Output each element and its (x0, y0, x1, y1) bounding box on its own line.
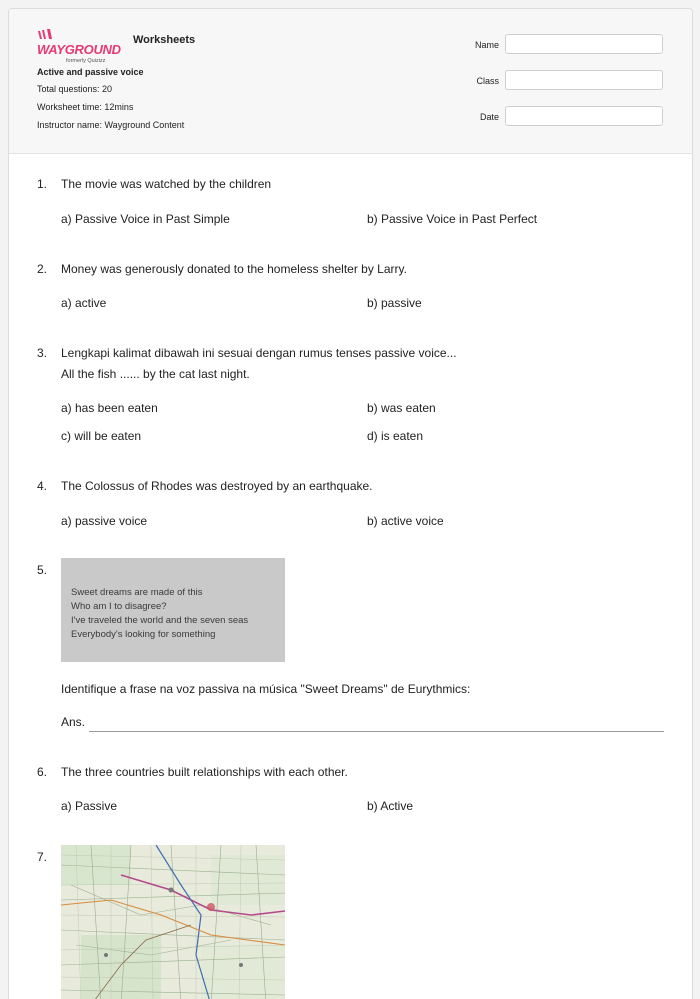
lyrics-image (61, 558, 285, 662)
lyrics-line: Who am I to disagree? (71, 601, 167, 612)
lyrics-line: I've traveled the world and the seven seas (71, 615, 249, 626)
question-number: 5. (37, 563, 48, 577)
class-field[interactable] (505, 70, 663, 90)
question-text-line-2: All the fish ...... by the cat last night. (61, 367, 250, 381)
option-a: a) passive voice (61, 514, 148, 528)
date-field[interactable] (505, 106, 663, 126)
logo-mark-icon (37, 29, 53, 43)
option-a: a) has been eaten (61, 401, 158, 415)
option-b: b) was eaten (367, 401, 436, 415)
instructor-name: Instructor name: Wayground Content (37, 120, 185, 130)
date-label: Date (479, 112, 499, 122)
question-number: 3. (37, 346, 48, 360)
name-field[interactable] (505, 34, 663, 54)
app-title: Worksheets (133, 34, 196, 46)
option-b: b) passive (367, 296, 422, 310)
worksheet-time: Worksheet time: 12mins (37, 102, 134, 112)
option-a: a) active (61, 296, 107, 310)
logo-subtext: formerly Quizizz (66, 58, 106, 64)
lyrics-line: Sweet dreams are made of this (71, 587, 203, 598)
answer-label: Ans. (61, 715, 86, 729)
question-number: 1. (37, 177, 48, 191)
question-text: The three countries built relationships with each other. (61, 765, 348, 779)
total-questions: Total questions: 20 (37, 84, 113, 94)
question-text: Money was generously donated to the homeless shelter by Larry. (61, 262, 407, 276)
option-a: a) Passive (61, 799, 118, 813)
question-text: Identifique a frase na voz passiva na música "Sweet Dreams" de Eurythmics: (61, 682, 471, 696)
logo-text: WAYGROUND (37, 42, 121, 57)
name-label: Name (474, 40, 499, 50)
option-b: b) Active (367, 799, 414, 813)
worksheet-header (9, 9, 692, 154)
question-number: 6. (37, 765, 48, 779)
class-label: Class (476, 76, 499, 86)
map-image (61, 845, 285, 999)
option-b: b) Passive Voice in Past Perfect (367, 212, 538, 226)
question-number: 7. (37, 850, 48, 864)
answer-line[interactable] (89, 731, 664, 732)
worksheet (8, 8, 693, 999)
option-c: c) will be eaten (61, 429, 142, 443)
question-number: 4. (37, 479, 48, 493)
question-number: 2. (37, 262, 48, 276)
wayground-logo (37, 29, 129, 65)
option-d: d) is eaten (367, 429, 424, 443)
option-b: b) active voice (367, 514, 444, 528)
question-text: The Colossus of Rhodes was destroyed by an earthquake. (61, 479, 373, 493)
question-text: The movie was watched by the children (61, 177, 272, 191)
question-text: Lengkapi kalimat dibawah ini sesuai dengan rumus tenses passive voice... (61, 346, 457, 360)
option-a: a) Passive Voice in Past Simple (61, 212, 230, 226)
lyrics-line: Everybody's looking for something (71, 629, 216, 640)
worksheet-title: Active and passive voice (37, 67, 144, 77)
